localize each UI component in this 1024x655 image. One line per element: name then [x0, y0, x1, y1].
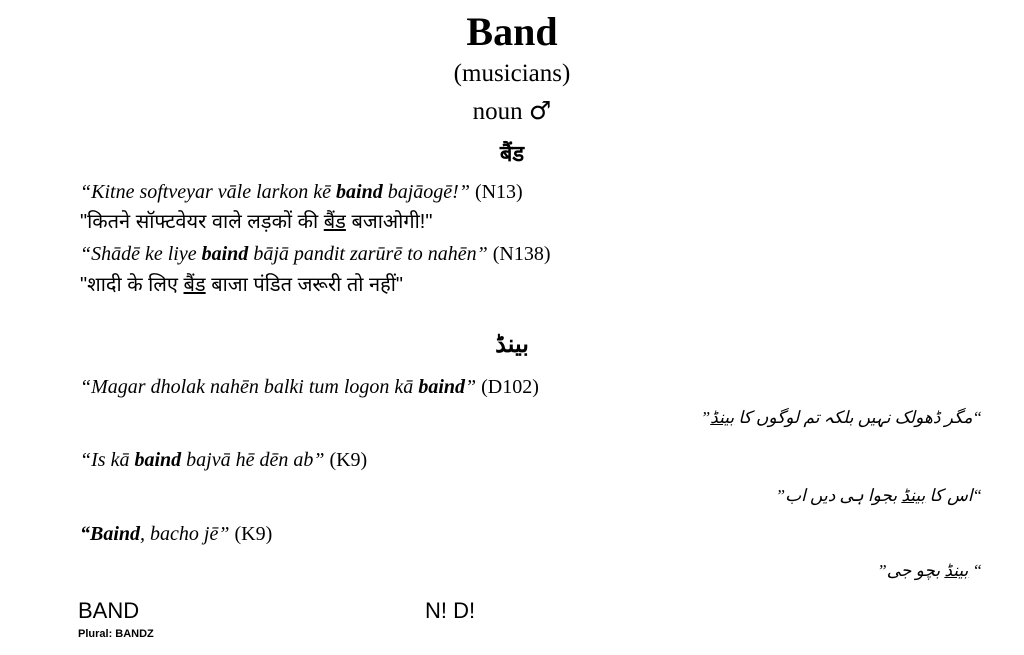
example-translit-5: “Baind, bacho jē” (K9)	[80, 523, 273, 545]
example-translit-3: “Magar dholak nahēn balki tum logon kā baind” (D102)	[80, 376, 539, 398]
example-urdu-3: “ بینڈ بچو جی”	[877, 561, 982, 580]
example-source: (N13)	[474, 181, 523, 203]
part-of-speech-line	[0, 96, 1024, 126]
example-translit-1: “Kitne softveyar vāle larkon kē baind bajāogē!” (N13)	[80, 181, 523, 203]
band-label: BAND	[78, 598, 140, 623]
plural-note: Plural: BANDZ	[78, 628, 154, 640]
example-devanagari-1: "कितने सॉफ्टवेयर वाले लड़कों की बैंड बजाओगी!"	[80, 211, 433, 233]
example-translit-2: “Shādē ke liye baind bājā pandit zarūrē to nahēn” (N138)	[80, 243, 551, 265]
male-gender-icon: ♂	[528, 96, 552, 125]
example-translit-4: “Is kā baind bajvā hē dēn ab” (K9)	[80, 449, 368, 471]
part-of-speech: noun	[472, 98, 523, 125]
band-code: N! D!	[425, 598, 476, 623]
example-urdu-2: “اس کا بینڈ بجوا ہی دیں اب”	[775, 486, 982, 505]
example-source: (K9)	[329, 449, 368, 471]
example-source: (K9)	[234, 523, 273, 545]
example-source: (D102)	[481, 376, 539, 398]
urdu-headword: بینڈ	[495, 332, 529, 358]
headword: Band	[466, 9, 558, 54]
gloss: (musicians)	[453, 60, 571, 87]
example-urdu-1: “مگر ڈھولک نہیں بلکہ تم لوگوں کا بینڈ”	[700, 408, 982, 427]
example-source: (N138)	[492, 243, 551, 265]
hindi-headword: बैंड	[499, 141, 525, 166]
example-devanagari-2: "शादी के लिए बैंड बाजा पंडित जरूरी तो नहीं"	[80, 274, 404, 296]
